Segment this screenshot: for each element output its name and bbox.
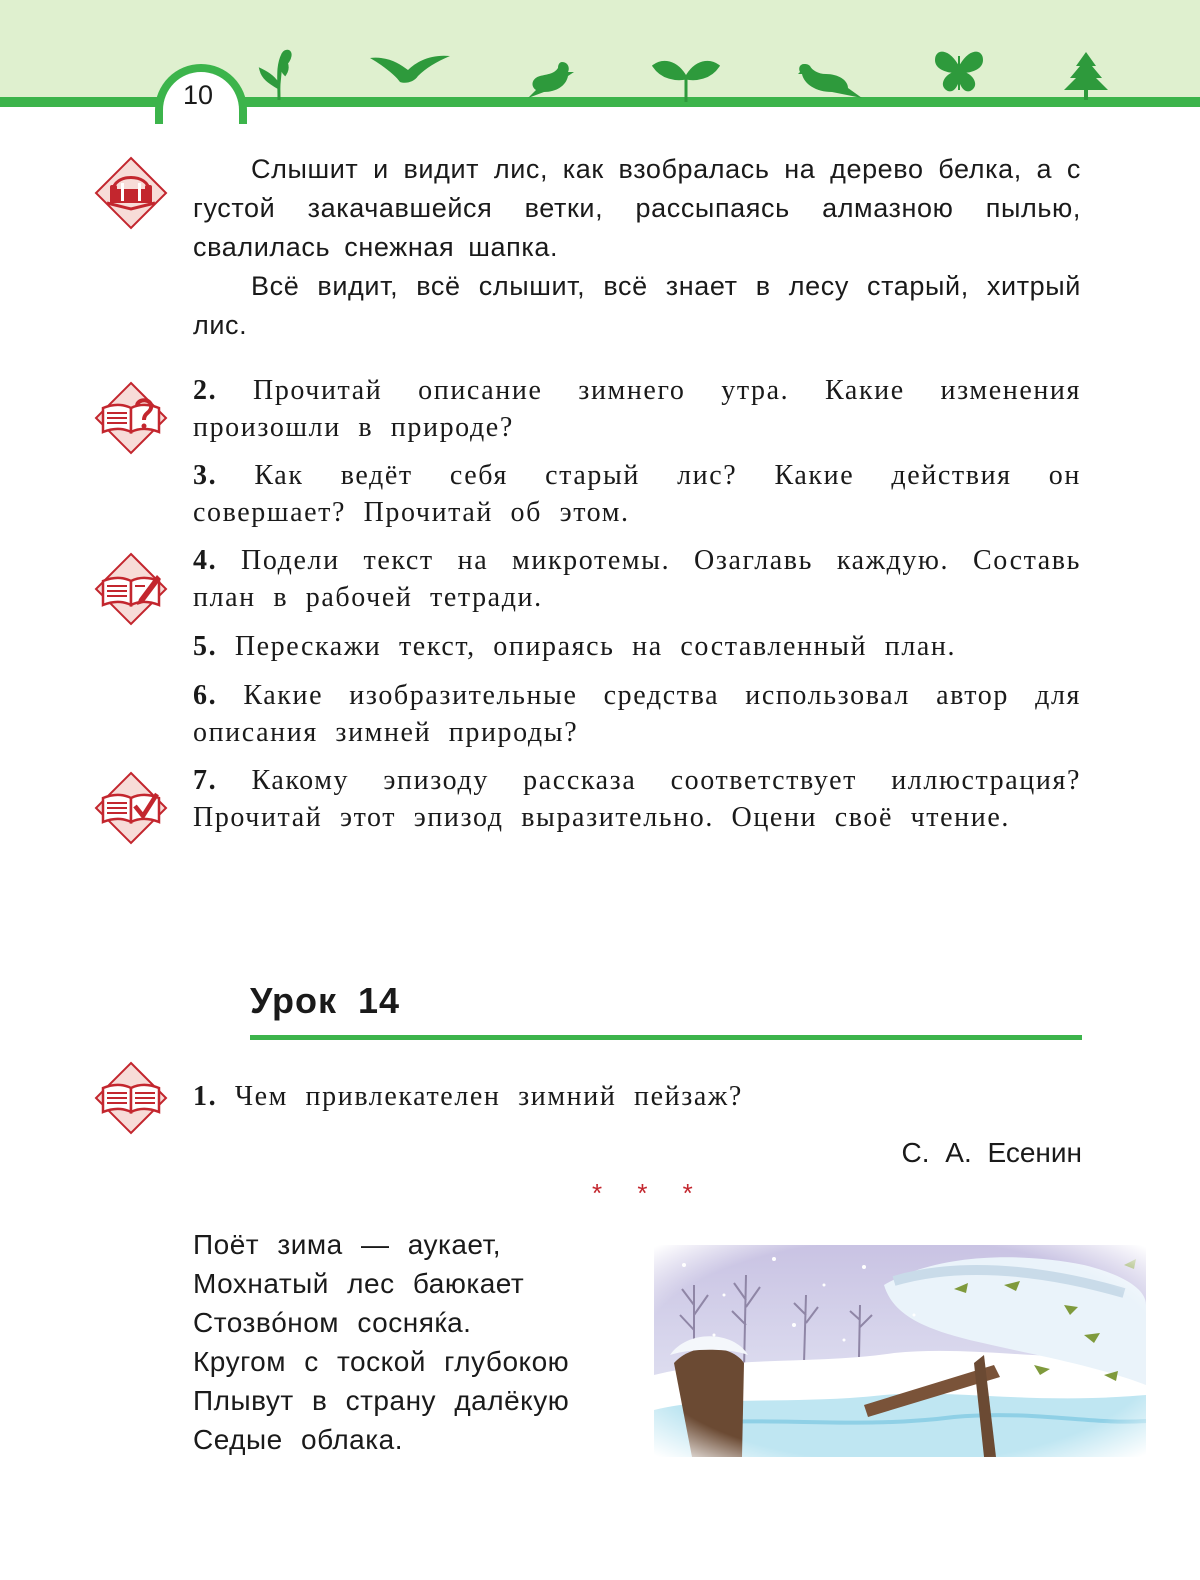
question-number: 1. <box>193 1081 218 1112</box>
question-book-icon <box>93 380 169 456</box>
songbird-icon <box>798 62 862 98</box>
poem-line: Кругом с тоской глубокою <box>193 1346 570 1377</box>
question-2 <box>193 372 1081 446</box>
pencil-book-icon <box>93 551 169 627</box>
poem-author: С. А. Есенин <box>901 1137 1082 1168</box>
lesson-title-rule <box>250 1035 1082 1040</box>
butterfly-icon <box>934 46 984 94</box>
question-text: Подели текст на микротемы. Озаглавь каждую. Составь план в рабочей тетради. <box>193 545 1081 613</box>
question-7 <box>193 762 1081 836</box>
lesson-question-1 <box>193 1078 1081 1115</box>
question-text: Какому эпизоду рассказа соответствует иллюстрация? Прочитай этот эпизод выразительно. Оцени своё чтение. <box>193 765 1081 833</box>
question-6 <box>193 677 1081 751</box>
question-number: 7. <box>193 765 218 796</box>
page-number: 10 <box>183 80 214 110</box>
question-5 <box>193 628 1081 665</box>
question-number: 5. <box>193 631 218 662</box>
poem-separator-stars: * * * <box>592 1178 707 1208</box>
question-text: Какие изобразительные средства использовал автор для описания зимней природы? <box>193 680 1082 748</box>
poem-line: Мохнатый лес баюкает <box>193 1268 525 1299</box>
question-text: Перескажи текст, опираясь на составленный план. <box>234 631 957 662</box>
sprout-icon <box>652 56 720 102</box>
flying-bird-icon <box>370 52 450 88</box>
question-text: Как ведёт себя старый лис? Какие действия он совершает? Прочитай об этом. <box>193 460 1081 528</box>
question-number: 6. <box>193 680 218 711</box>
poem <box>193 1225 569 1459</box>
story-paragraph-1: Слышит и видит лис, как взобралась на дерево белка, а с густой закачавшейся ветки, рассыпаясь алмазною пылью, свалилась снежная шапка. <box>193 154 1081 262</box>
headphones-book-icon <box>93 155 169 231</box>
question-number: 2. <box>193 375 218 406</box>
question-number: 3. <box>193 460 218 491</box>
open-book-icon <box>93 1060 169 1136</box>
story-paragraph-2: Всё видит, всё слышит, всё знает в лесу старый, хитрый лис. <box>193 271 1081 340</box>
poem-line: Стозвóном сосняќа. <box>193 1307 472 1338</box>
question-text: Чем привлекателен зимний пейзаж? <box>234 1081 743 1112</box>
poem-line: Плывут в страну далёкую <box>193 1385 570 1416</box>
question-number: 4. <box>193 545 218 576</box>
question-4 <box>193 542 1081 616</box>
lesson-title: Урок 14 <box>250 980 401 1021</box>
perched-bird-icon <box>522 58 574 102</box>
tree-icon <box>1064 52 1108 100</box>
question-3 <box>193 457 1081 531</box>
poem-line: Поёт зима — аукает, <box>193 1229 502 1260</box>
winter-landscape-illustration <box>654 1245 1146 1457</box>
question-text: Прочитай описание зимнего утра. Какие изменения произошли в природе? <box>193 375 1081 443</box>
poem-line: Седые облака. <box>193 1424 403 1455</box>
checkmark-book-icon <box>93 770 169 846</box>
snowdrop-icon <box>255 48 303 100</box>
